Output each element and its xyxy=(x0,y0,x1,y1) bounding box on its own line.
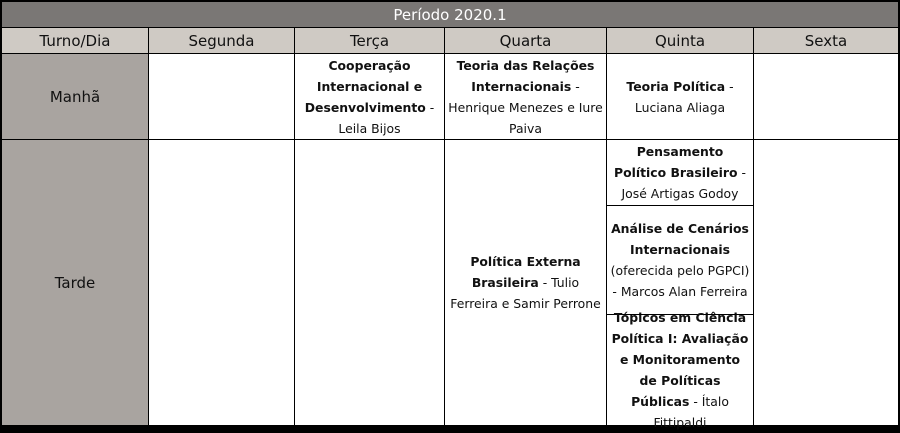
course-name: Pensamento Político Brasileiro xyxy=(614,144,738,180)
course-name: Teoria Política xyxy=(626,78,726,94)
separator: - xyxy=(737,165,746,180)
teacher-name: Ítalo Fittipaldi xyxy=(653,393,729,430)
cell-tarde-segunda xyxy=(149,140,295,426)
col-header-turno-dia: Turno/Dia xyxy=(2,28,149,54)
course-entry xyxy=(607,206,753,315)
cell-tarde-quarta xyxy=(445,140,607,426)
cell-manha-sexta xyxy=(754,54,899,140)
cell-tarde-quinta xyxy=(607,140,754,430)
col-header-segunda: Segunda xyxy=(149,28,295,54)
col-header-sexta: Sexta xyxy=(754,28,899,54)
teacher-name: Luciana Aliaga xyxy=(634,99,726,115)
separator: - xyxy=(689,393,702,409)
col-header-quarta: Quarta xyxy=(445,28,607,54)
period-title: Período 2020.1 xyxy=(2,2,899,28)
teacher-name: José Artigas Godoy xyxy=(621,186,739,201)
course-name: Cooperação Internacional e Desenvolvimento xyxy=(304,57,426,115)
course-name: Tópicos em Ciência Política I: Avaliação e Monitoramento de Políticas Públicas xyxy=(611,309,749,409)
teacher-name: Marcos Alan Ferreira xyxy=(620,284,748,299)
cell-manha-quarta xyxy=(445,54,607,140)
separator: - xyxy=(612,284,621,299)
cell-manha-segunda xyxy=(149,54,295,140)
course-name: Teoria das Relações Internacionais xyxy=(456,57,595,94)
separator: - xyxy=(425,99,435,115)
separator: - xyxy=(538,275,552,290)
cell-tarde-sexta xyxy=(754,140,899,426)
course-note: (oferecida pelo PGPCI) xyxy=(610,263,750,278)
col-header-quinta: Quinta xyxy=(607,28,754,54)
course-name: Política Externa Brasileira xyxy=(470,254,581,290)
teacher-name: Tulio Ferreira e Samir Perrone xyxy=(450,275,601,311)
shift-label-tarde: Tarde xyxy=(2,140,149,426)
col-header-terca: Terça xyxy=(295,28,445,54)
separator: - xyxy=(571,78,580,94)
separator: - xyxy=(725,78,734,94)
schedule-table xyxy=(1,1,899,430)
cell-manha-terca xyxy=(295,54,445,140)
teacher-name: Leila Bijos xyxy=(338,120,401,136)
shift-label-manha: Manhã xyxy=(2,54,149,140)
cell-tarde-terca xyxy=(295,140,445,426)
course-entry xyxy=(607,309,753,430)
teacher-name: Henrique Menezes e Iure Paiva xyxy=(448,99,603,136)
cell-manha-quinta xyxy=(607,54,754,140)
course-name: Análise de Cenários Internacionais xyxy=(611,221,749,257)
course-entry xyxy=(607,140,753,206)
